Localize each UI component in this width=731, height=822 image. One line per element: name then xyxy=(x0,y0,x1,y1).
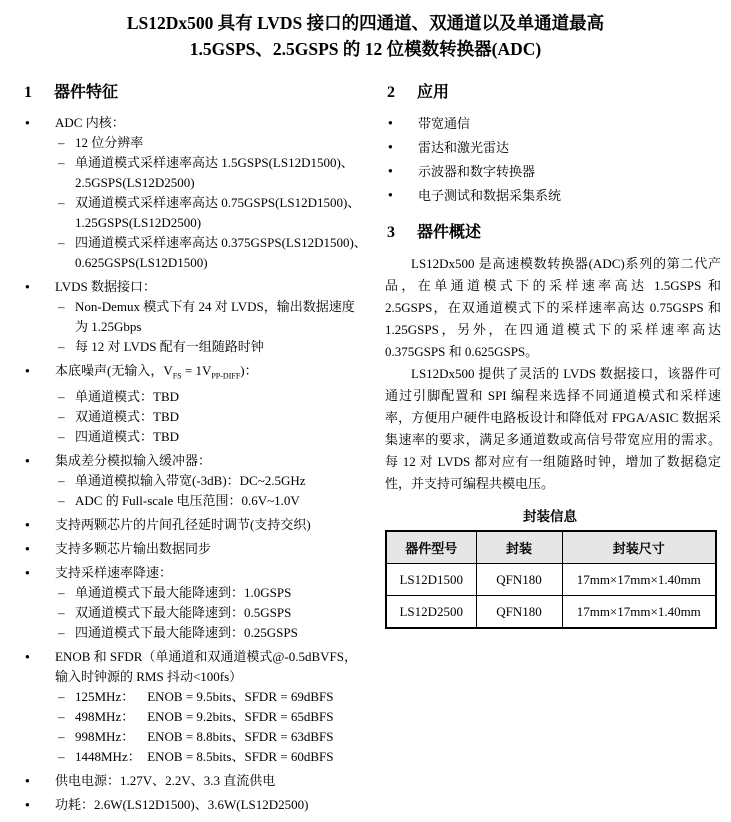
feature-subitem-text: 四通道模式下最大能降速到：0.25GSPS xyxy=(75,624,298,640)
feature-item-text: 功耗：2.6W(LS12D1500)、3.6W(LS12D2500) xyxy=(55,796,309,812)
feature-subitem xyxy=(55,337,367,357)
title-line-2: 1.5GSPS、2.5GSPS 的 12 位模数转换器(ADC) xyxy=(189,39,542,59)
feature-subitem xyxy=(55,407,367,427)
section-heading-applications xyxy=(387,83,721,103)
feature-subitems xyxy=(55,687,367,767)
feature-item-text: 供电电源：1.27V、2.2V、3.3 直流供电 xyxy=(55,772,276,788)
feature-item xyxy=(22,451,367,511)
feature-subitem-text: 四通道模式采样速率高达 0.375GSPS(LS12D1500)、0.625GSPS(LS12D1500) xyxy=(75,235,367,270)
dash-icon: – xyxy=(58,748,65,764)
feature-item xyxy=(22,563,367,643)
table-row xyxy=(386,596,716,629)
feature-subitem xyxy=(55,583,367,603)
dash-icon: – xyxy=(58,584,65,600)
application-item xyxy=(385,161,721,182)
document-title xyxy=(0,10,731,62)
feature-item-text: ADC 内核： xyxy=(55,115,125,130)
dash-icon: – xyxy=(58,155,65,170)
feature-subitem xyxy=(55,727,367,747)
table-cell: LS12D1500 xyxy=(386,564,476,596)
feature-subitem xyxy=(55,603,367,623)
dash-icon: – xyxy=(58,235,65,250)
section-title: 器件概述 xyxy=(417,224,482,241)
package-info-block xyxy=(385,505,721,629)
package-table xyxy=(385,530,717,629)
feature-subitems xyxy=(55,387,367,447)
bullet-icon: ● xyxy=(388,166,393,175)
table-header-cell: 封装尺寸 xyxy=(562,531,716,564)
feature-subitem-text: 998MHz： ENOB = 8.8bits、SFDR = 63dBFS xyxy=(75,728,334,744)
applications-list xyxy=(385,113,721,206)
section-heading-overview xyxy=(387,223,721,243)
right-column xyxy=(385,74,721,815)
section-number: 1 xyxy=(24,84,32,101)
feature-subitem-text: 498MHz： ENOB = 9.2bits、SFDR = 65dBFS xyxy=(75,708,334,724)
feature-item xyxy=(22,539,367,559)
bullet-icon: ● xyxy=(25,118,30,127)
dash-icon: – xyxy=(58,135,65,150)
feature-subitem xyxy=(55,471,367,491)
feature-subitems xyxy=(55,583,367,643)
bullet-icon: ● xyxy=(25,799,30,809)
feature-item-text: 支持采样速率降速： xyxy=(55,564,173,580)
table-caption: 封装信息 xyxy=(523,509,577,524)
overview-paragraph: LS12Dx500 是高速模数转换器(ADC)系列的第二代产品，在单通道模式下的采样速率高达 1.5GSPS 和 2.5GSPS，在双通道模式下的采样速率高达 0.75GSPS 和 1.25GSPS，另外，在四通道模式下的采样速率高达 0.375GSPS 和 0.625GSPS。 xyxy=(385,256,721,359)
dash-icon: – xyxy=(58,688,65,704)
bullet-icon: ● xyxy=(25,282,30,291)
feature-subitem xyxy=(55,747,367,767)
feature-subitem xyxy=(55,427,367,447)
table-body xyxy=(386,564,716,629)
overview-paragraphs xyxy=(385,253,721,495)
table-header xyxy=(386,531,716,564)
feature-item-text: 本底噪声(无输入，$V_{FS} = 1V_{PP-DIFF}$)： xyxy=(55,363,258,381)
feature-subitem-text: 12 位分辨率 xyxy=(75,135,144,150)
table-header-cell: 器件型号 xyxy=(386,531,476,564)
feature-subitem xyxy=(55,623,367,643)
bullet-icon: ● xyxy=(388,142,393,151)
overview-paragraph: LS12Dx500 提供了灵活的 LVDS 数据接口，该器件可通过引脚配置和 SPI 编程来选择不同通道模式和采样速率，方便用户硬件电路板设计和降低对 FPGA/ASIC 数据采集速率的要求，满足多通道数或高信号带宽应用的需求。每 12 对 LVDS 都对应有一组随路时钟，增加了数据稳定性，并支持可编程共模电压。 xyxy=(385,366,721,491)
feature-subitems xyxy=(55,471,367,511)
bullet-icon: ● xyxy=(388,118,393,127)
feature-subitem-text: 每 12 对 LVDS 配有一组随路时钟 xyxy=(75,339,264,354)
application-item-text: 电子测试和数据采集系统 xyxy=(418,188,562,203)
feature-subitem xyxy=(55,193,367,233)
feature-subitem xyxy=(55,133,367,153)
feature-item xyxy=(22,647,367,767)
feature-subitem-text: 双通道模式采样速率高达 0.75GSPS(LS12D1500)、1.25GSPS(LS12D2500) xyxy=(75,195,361,230)
application-item xyxy=(385,137,721,158)
feature-subitem-text: 双通道模式：TBD xyxy=(75,408,180,424)
table-cell: 17mm×17mm×1.40mm xyxy=(562,564,716,596)
application-item xyxy=(385,113,721,134)
table-header-row xyxy=(386,531,716,564)
feature-subitem-text: 1448MHz： ENOB = 8.5bits、SFDR = 60dBFS xyxy=(75,748,334,764)
dash-icon: – xyxy=(58,408,65,424)
bullet-icon: ● xyxy=(388,190,393,199)
section-title: 器件特征 xyxy=(54,84,119,101)
feature-subitem xyxy=(55,297,367,337)
bullet-icon: ● xyxy=(25,775,30,785)
dash-icon: – xyxy=(58,195,65,210)
bullet-icon: ● xyxy=(25,366,30,375)
application-item-text: 带宽通信 xyxy=(418,116,471,131)
features-column xyxy=(22,74,367,815)
two-column-layout xyxy=(0,74,731,815)
feature-subitems xyxy=(55,133,367,273)
application-item xyxy=(385,185,721,206)
dash-icon: – xyxy=(58,388,65,404)
dash-icon: – xyxy=(58,624,65,640)
bullet-icon: ● xyxy=(25,651,30,661)
feature-item-text: 支持两颗芯片的片间孔径延时调节(支持交织) xyxy=(55,516,311,532)
feature-subitem-text: 单通道模式采样速率高达 1.5GSPS(LS12D1500)、2.5GSPS(LS12D2500) xyxy=(75,155,354,190)
feature-item-text: 集成差分模拟输入缓冲器： xyxy=(55,452,212,468)
dash-icon: – xyxy=(58,428,65,444)
table-cell: QFN180 xyxy=(476,596,562,629)
feature-item xyxy=(22,113,367,273)
feature-subitem-text: 四通道模式：TBD xyxy=(75,428,180,444)
feature-subitem-text: 单通道模式：TBD xyxy=(75,388,180,404)
table-cell: QFN180 xyxy=(476,564,562,596)
dash-icon: – xyxy=(58,728,65,744)
feature-item-text: 支持多颗芯片输出数据同步 xyxy=(55,540,212,556)
section-number: 2 xyxy=(387,84,395,101)
bullet-icon: ● xyxy=(25,455,30,465)
feature-subitem xyxy=(55,687,367,707)
dash-icon: – xyxy=(58,299,65,314)
feature-subitem-text: ADC 的 Full-scale 电压范围：0.6V~1.0V xyxy=(75,492,300,508)
section-number: 3 xyxy=(387,224,395,241)
feature-subitem-text: 125MHz： ENOB = 9.5bits、SFDR = 69dBFS xyxy=(75,688,334,704)
feature-subitem-text: 单通道模拟输入带宽(-3dB)：DC~2.5GHz xyxy=(75,472,306,488)
dash-icon: – xyxy=(58,604,65,620)
feature-item xyxy=(22,277,367,357)
feature-item-text: LVDS 数据接口： xyxy=(55,279,157,294)
feature-subitem xyxy=(55,153,367,193)
application-item-text: 示波器和数字转换器 xyxy=(418,164,536,179)
bullet-icon: ● xyxy=(25,519,30,529)
feature-subitem xyxy=(55,707,367,727)
feature-subitem-text: Non-Demux 模式下有 24 对 LVDS，输出数据速度为 1.25Gbps xyxy=(75,299,355,334)
feature-subitem xyxy=(55,491,367,511)
feature-item xyxy=(22,361,367,447)
dash-icon: – xyxy=(58,492,65,508)
dash-icon: – xyxy=(58,708,65,724)
table-cell: 17mm×17mm×1.40mm xyxy=(562,596,716,629)
feature-subitem-text: 单通道模式下最大能降速到：1.0GSPS xyxy=(75,584,292,600)
section-heading-features xyxy=(24,83,367,103)
feature-item xyxy=(22,515,367,535)
feature-item-text: ENOB 和 SFDR（单通道和双通道模式@-0.5dBVFS，输入时钟源的 RMS 抖动<100fs） xyxy=(55,648,357,684)
table-cell: LS12D2500 xyxy=(386,596,476,629)
feature-subitem-text: 双通道模式下最大能降速到：0.5GSPS xyxy=(75,604,292,620)
table-row xyxy=(386,564,716,596)
feature-item xyxy=(22,795,367,815)
bullet-icon: ● xyxy=(25,567,30,577)
features-list xyxy=(22,113,367,815)
feature-subitem xyxy=(55,233,367,273)
feature-subitem xyxy=(55,387,367,407)
dash-icon: – xyxy=(58,339,65,354)
table-header-cell: 封装 xyxy=(476,531,562,564)
section-title: 应用 xyxy=(417,84,450,101)
feature-item xyxy=(22,771,367,791)
bullet-icon: ● xyxy=(25,543,30,553)
application-item-text: 雷达和激光雷达 xyxy=(418,140,510,155)
feature-subitems xyxy=(55,297,367,357)
title-line-1: LS12Dx500 具有 LVDS 接口的四通道、双通道以及单通道最高 xyxy=(126,13,605,33)
dash-icon: – xyxy=(58,472,65,488)
